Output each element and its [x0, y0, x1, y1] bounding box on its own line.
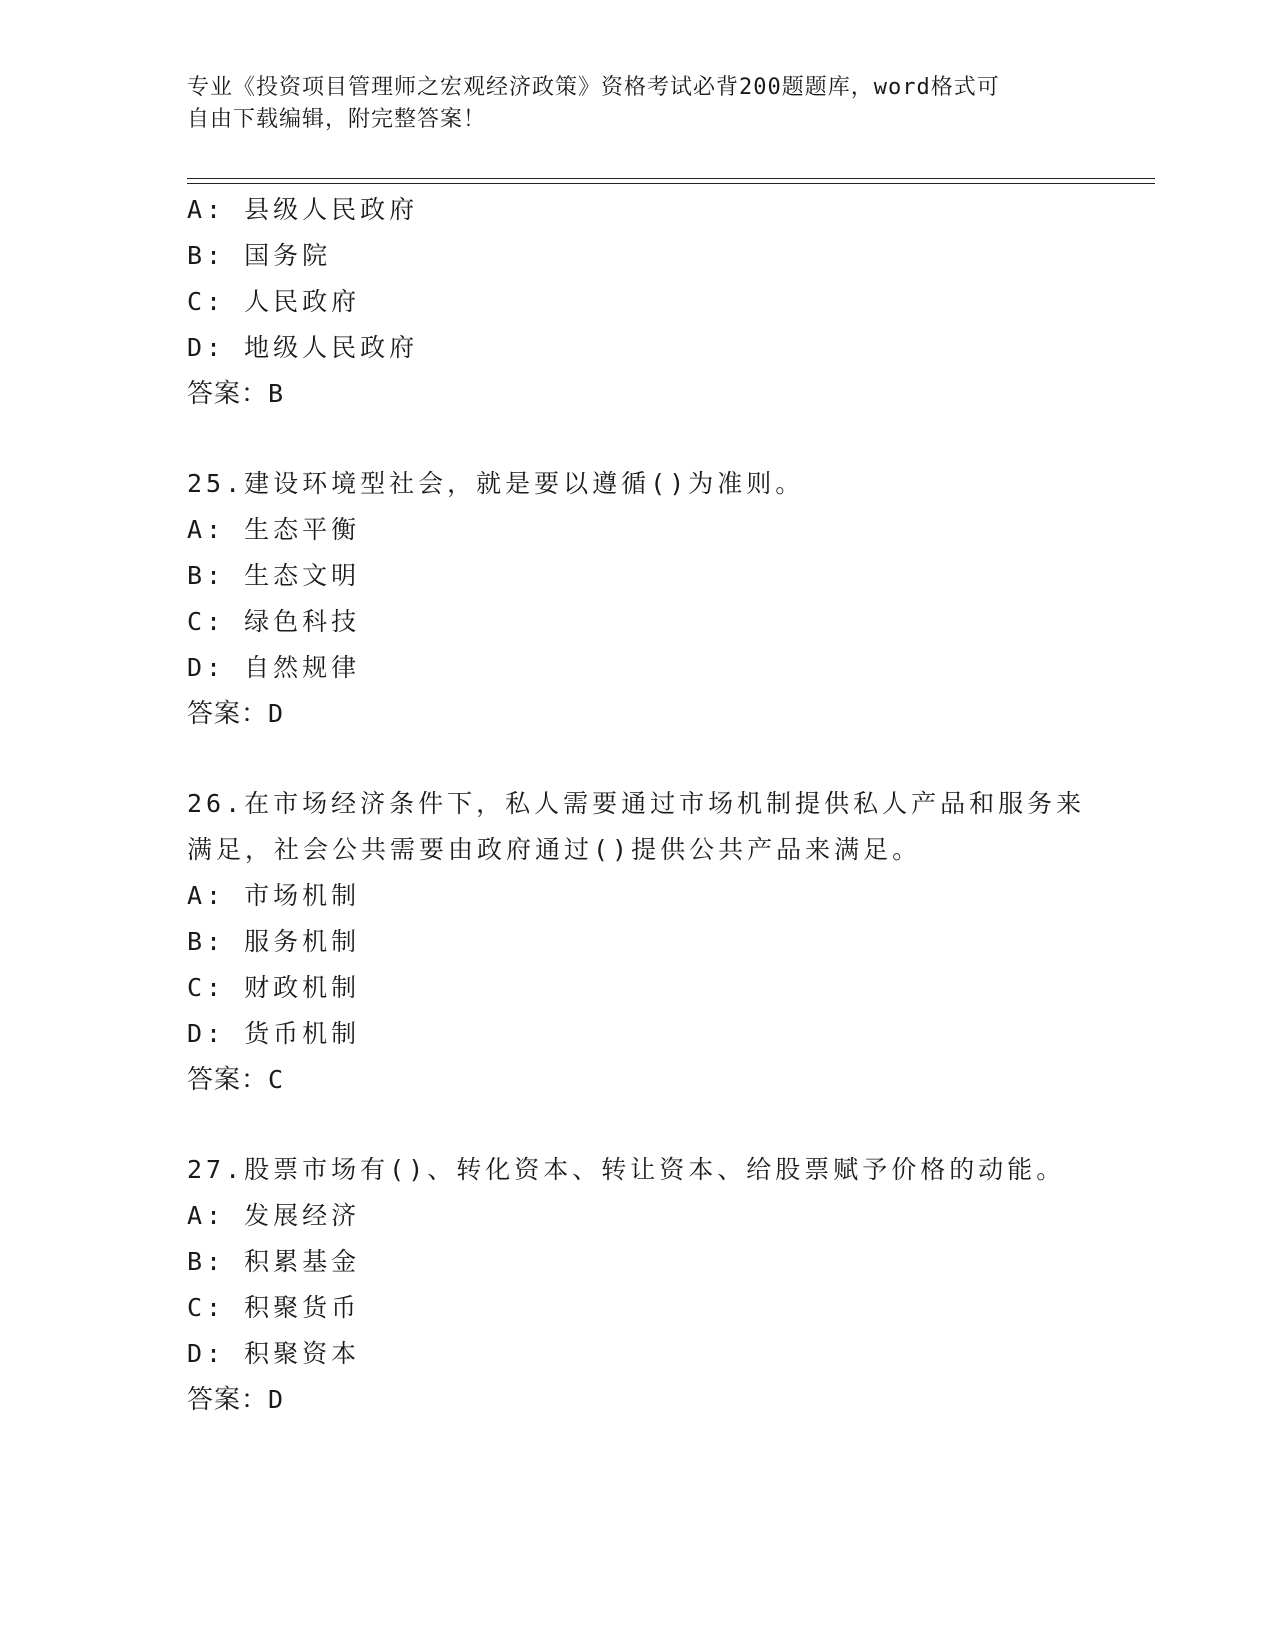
question-partial — [187, 187, 1147, 417]
answer-line — [187, 1057, 1147, 1103]
option-label: B: — [187, 1247, 226, 1276]
option-d — [187, 1331, 1147, 1377]
question-stem — [187, 1147, 1147, 1193]
answer-value: C — [268, 1065, 285, 1094]
option-label: B: — [187, 241, 226, 270]
option-a — [187, 187, 1147, 233]
answer-value: D — [268, 1385, 285, 1414]
answer-value: B — [268, 379, 285, 408]
answer-value: D — [268, 699, 285, 728]
option-text: 财政机制 — [244, 973, 361, 1002]
option-label: A: — [187, 515, 226, 544]
option-c — [187, 599, 1147, 645]
option-a — [187, 507, 1147, 553]
option-text: 积聚货币 — [244, 1293, 361, 1322]
stem-line: 满足，社会公共需要由政府通过()提供公共产品来满足。 — [187, 835, 922, 864]
answer-label: 答案： — [187, 379, 269, 409]
header-line-1: 专业《投资项目管理师之宏观经济政策》资格考试必背200题题库，word格式可 — [187, 75, 1000, 100]
option-d — [187, 325, 1147, 371]
option-b — [187, 1239, 1147, 1285]
question-list — [187, 187, 1147, 1423]
option-a — [187, 1193, 1147, 1239]
option-text: 生态平衡 — [244, 515, 361, 544]
option-text: 服务机制 — [244, 927, 361, 956]
answer-label: 答案： — [187, 1065, 269, 1095]
document-header — [187, 72, 1087, 136]
question-26 — [187, 781, 1147, 1103]
question-stem — [187, 781, 1147, 873]
option-label: A: — [187, 195, 226, 224]
option-text: 货币机制 — [244, 1019, 361, 1048]
option-text: 绿色科技 — [244, 607, 361, 636]
option-label: D: — [187, 333, 226, 362]
option-b — [187, 553, 1147, 599]
header-divider-bottom — [187, 183, 1155, 184]
option-label: C: — [187, 973, 226, 1002]
option-label: A: — [187, 1201, 226, 1230]
header-line-2: 自由下载编辑，附完整答案！ — [187, 107, 487, 132]
option-text: 积聚资本 — [244, 1339, 361, 1368]
answer-line — [187, 1377, 1147, 1423]
stem-line: 27.股票市场有()、转化资本、转让资本、给股票赋予价格的动能。 — [187, 1155, 1066, 1184]
question-25 — [187, 461, 1147, 737]
option-c — [187, 965, 1147, 1011]
answer-line — [187, 691, 1147, 737]
option-label: A: — [187, 881, 226, 910]
option-b — [187, 919, 1147, 965]
option-d — [187, 1011, 1147, 1057]
option-d — [187, 645, 1147, 691]
option-text: 人民政府 — [244, 287, 361, 316]
answer-label: 答案： — [187, 1385, 269, 1415]
option-b — [187, 233, 1147, 279]
option-text: 积累基金 — [244, 1247, 361, 1276]
stem-line: 26.在市场经济条件下，私人需要通过市场机制提供私人产品和服务来 — [187, 789, 1086, 818]
option-text: 地级人民政府 — [244, 333, 419, 362]
option-label: C: — [187, 1293, 226, 1322]
option-label: D: — [187, 1339, 226, 1368]
question-27 — [187, 1147, 1147, 1423]
option-text: 市场机制 — [244, 881, 361, 910]
option-label: C: — [187, 287, 226, 316]
option-text: 生态文明 — [244, 561, 361, 590]
option-text: 发展经济 — [244, 1201, 361, 1230]
header-divider-top — [187, 178, 1155, 179]
option-label: D: — [187, 653, 226, 682]
option-text: 国务院 — [244, 241, 332, 270]
option-label: D: — [187, 1019, 226, 1048]
option-a — [187, 873, 1147, 919]
question-stem — [187, 461, 1147, 507]
option-label: B: — [187, 927, 226, 956]
option-text: 县级人民政府 — [244, 195, 419, 224]
option-c — [187, 1285, 1147, 1331]
option-text: 自然规律 — [244, 653, 361, 682]
stem-line: 25.建设环境型社会，就是要以遵循()为准则。 — [187, 469, 805, 498]
answer-line — [187, 371, 1147, 417]
answer-label: 答案： — [187, 699, 269, 729]
option-label: B: — [187, 561, 226, 590]
option-c — [187, 279, 1147, 325]
option-label: C: — [187, 607, 226, 636]
